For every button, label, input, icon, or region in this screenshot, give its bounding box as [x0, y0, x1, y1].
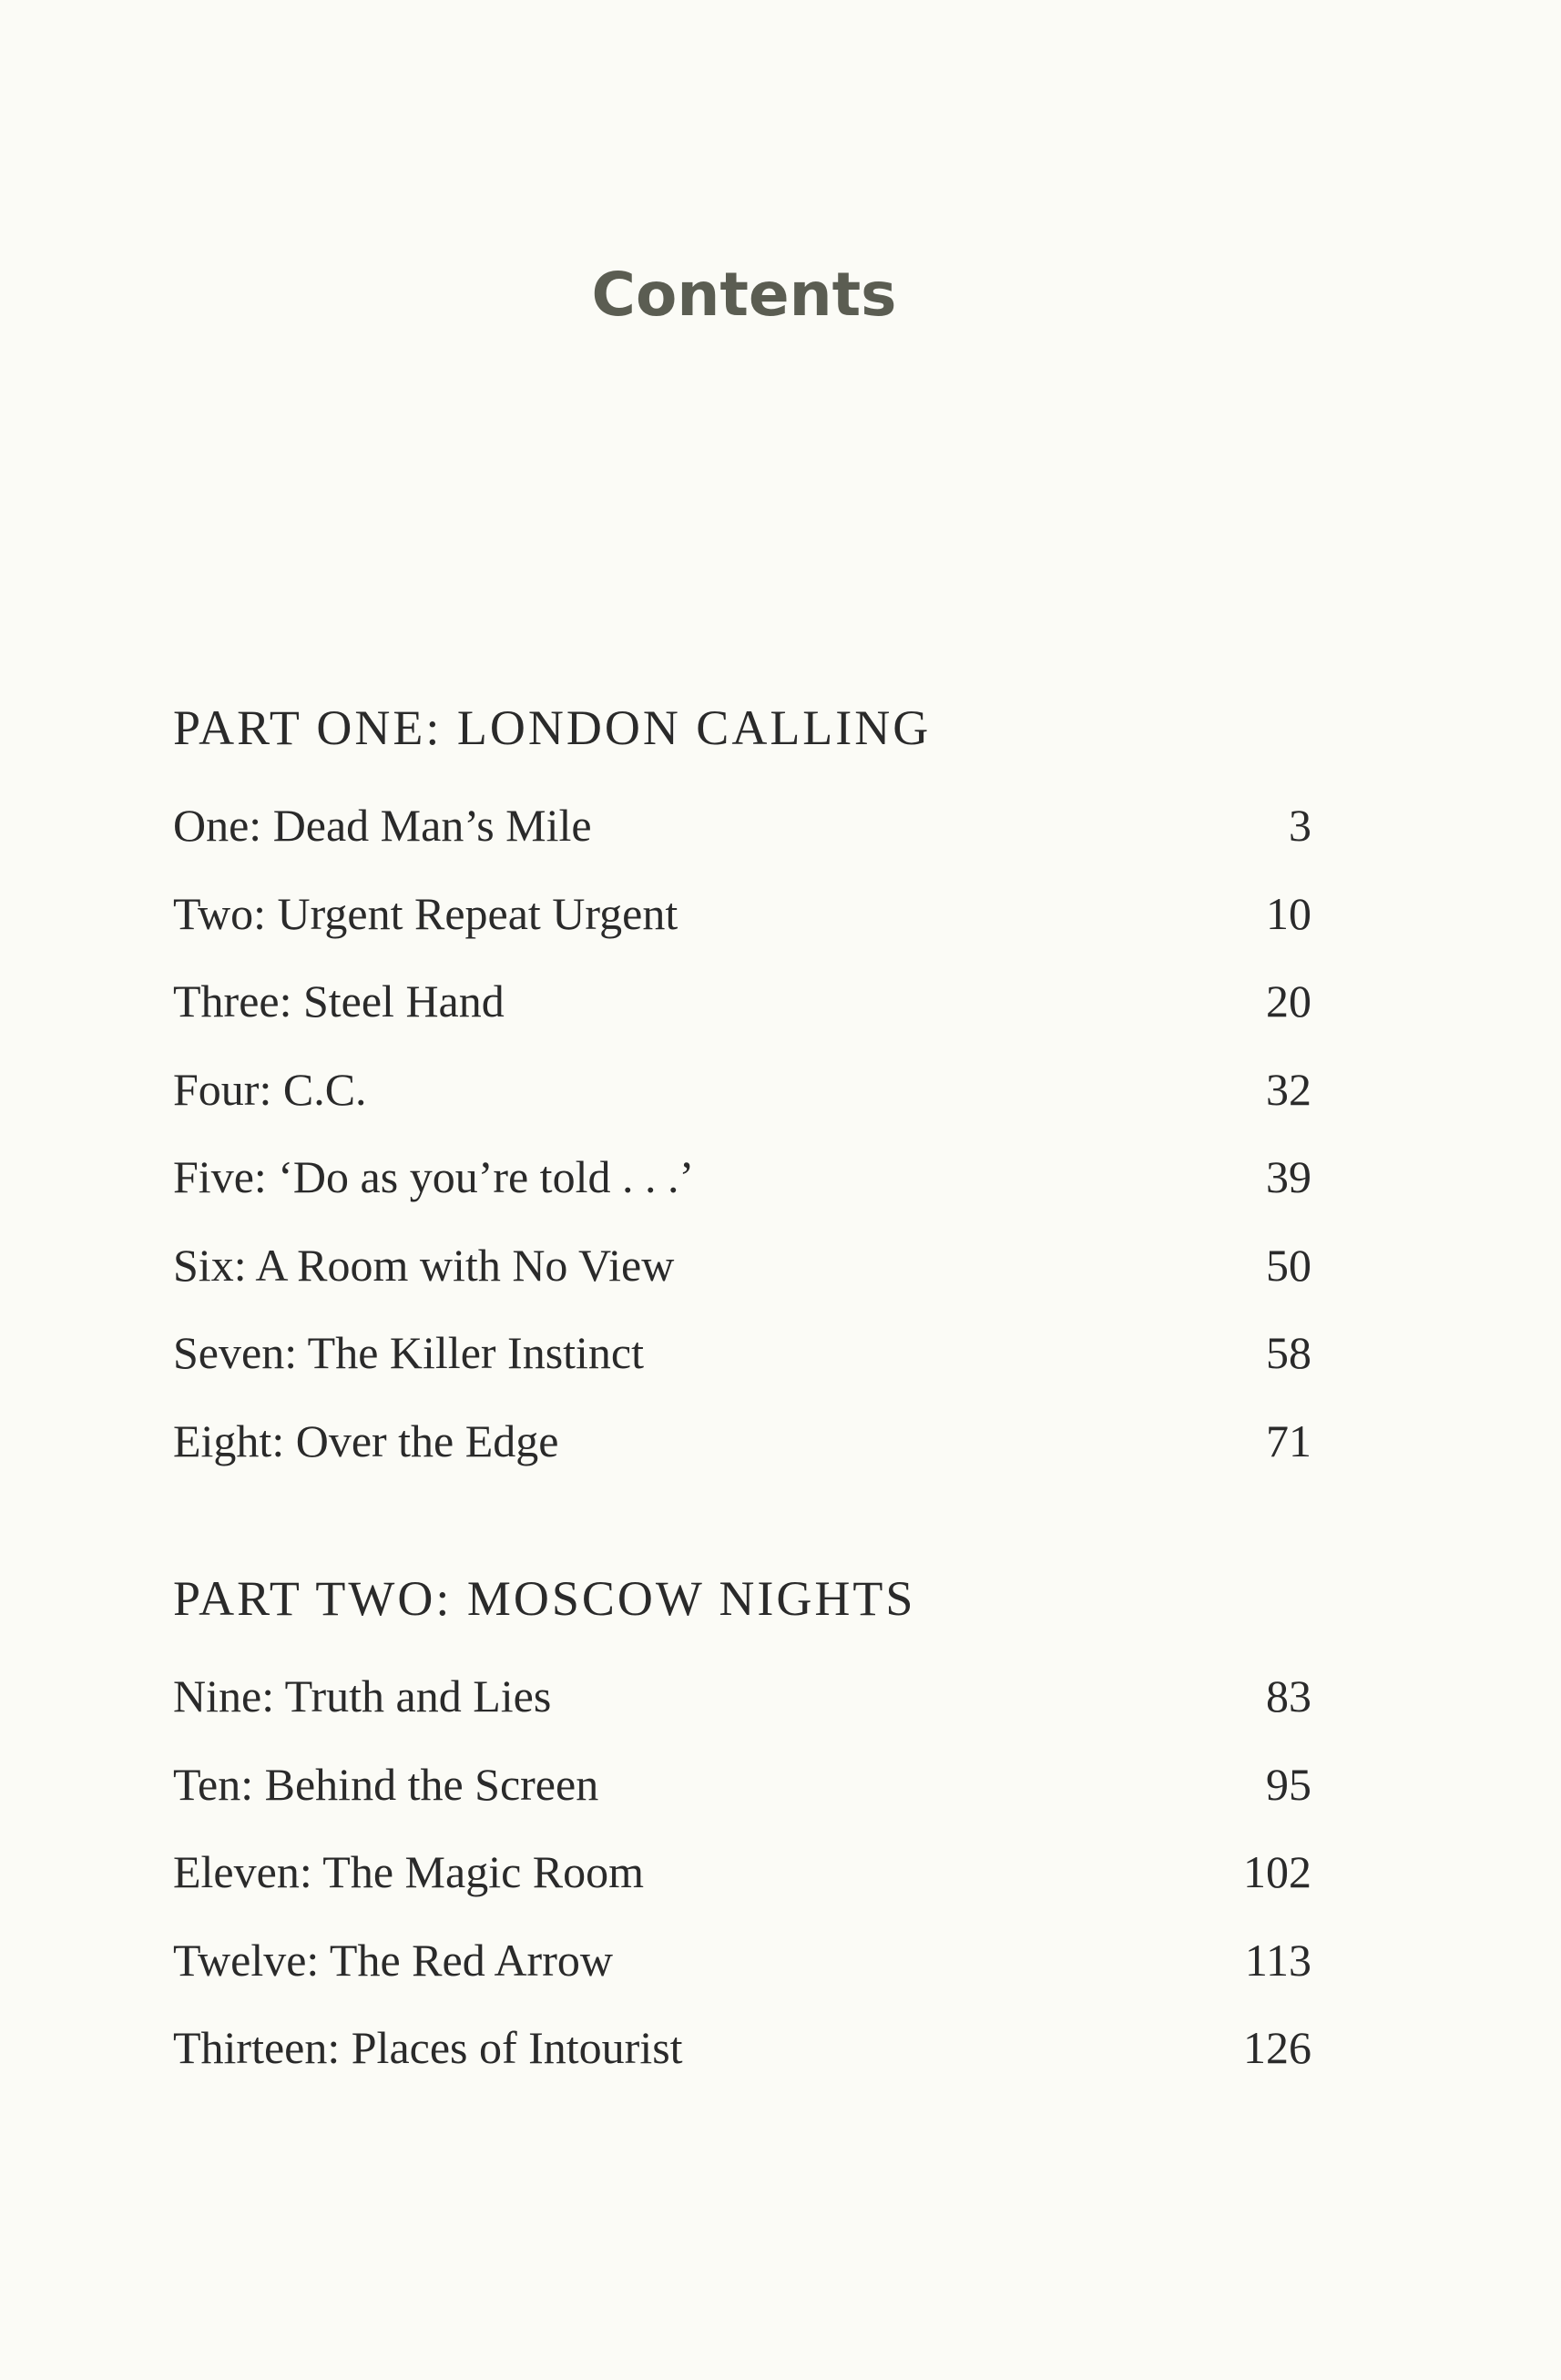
toc-entry: [173, 1828, 1311, 1916]
page-number: 50: [1266, 1239, 1311, 1291]
chapter-title: Twelve: The Red Arrow: [173, 1934, 613, 1986]
toc-entry: [173, 870, 1311, 958]
chapter-title: Eleven: The Magic Room: [173, 1846, 645, 1897]
page-number: 102: [1243, 1846, 1311, 1897]
chapter-title: Nine: Truth and Lies: [173, 1670, 552, 1721]
toc-entry: [173, 781, 1311, 870]
toc-entry: [173, 1397, 1311, 1486]
page-number: 126: [1243, 2022, 1311, 2073]
page-number: 3: [1289, 800, 1311, 851]
page-title: Contents: [591, 260, 897, 330]
toc-entry: [173, 957, 1311, 1046]
table-of-contents: [173, 692, 1311, 2092]
page-number: 58: [1266, 1327, 1311, 1378]
chapter-title: Ten: Behind the Screen: [173, 1758, 599, 1810]
part-heading: PART TWO: MOSCOW NIGHTS: [173, 1571, 916, 1626]
chapter-title: Eight: Over the Edge: [173, 1415, 559, 1466]
toc-entry: [173, 1133, 1311, 1221]
chapter-title: Two: Urgent Repeat Urgent: [173, 887, 678, 939]
page-number: 39: [1266, 1151, 1311, 1202]
page-number: 71: [1266, 1415, 1311, 1466]
page-number: 20: [1266, 975, 1311, 1027]
chapter-title: One: Dead Man’s Mile: [173, 800, 592, 851]
part-heading: PART ONE: LONDON CALLING: [173, 700, 932, 755]
chapter-title: Six: A Room with No View: [173, 1239, 675, 1291]
chapter-title: Thirteen: Places of Intourist: [173, 2022, 683, 2073]
page-number: 95: [1266, 1758, 1311, 1810]
chapter-title: Five: ‘Do as you’re told . . .’: [173, 1151, 695, 1202]
page-number: 113: [1244, 1934, 1311, 1986]
chapter-title: Four: C.C.: [173, 1063, 367, 1115]
toc-entry: [173, 1309, 1311, 1397]
toc-entry: [173, 1046, 1311, 1134]
toc-entry: [173, 1741, 1311, 1829]
chapter-title: Seven: The Killer Instinct: [173, 1327, 645, 1378]
toc-entry: [173, 2004, 1311, 2092]
page-number: 83: [1266, 1670, 1311, 1721]
page-number: 32: [1266, 1063, 1311, 1115]
toc-entry: [173, 1652, 1311, 1741]
part-two: [173, 1563, 1311, 2092]
toc-entry: [173, 1916, 1311, 2005]
page-number: 10: [1266, 887, 1311, 939]
part-one: [173, 692, 1311, 1485]
chapter-title: Three: Steel Hand: [173, 975, 505, 1027]
toc-entry: [173, 1221, 1311, 1310]
